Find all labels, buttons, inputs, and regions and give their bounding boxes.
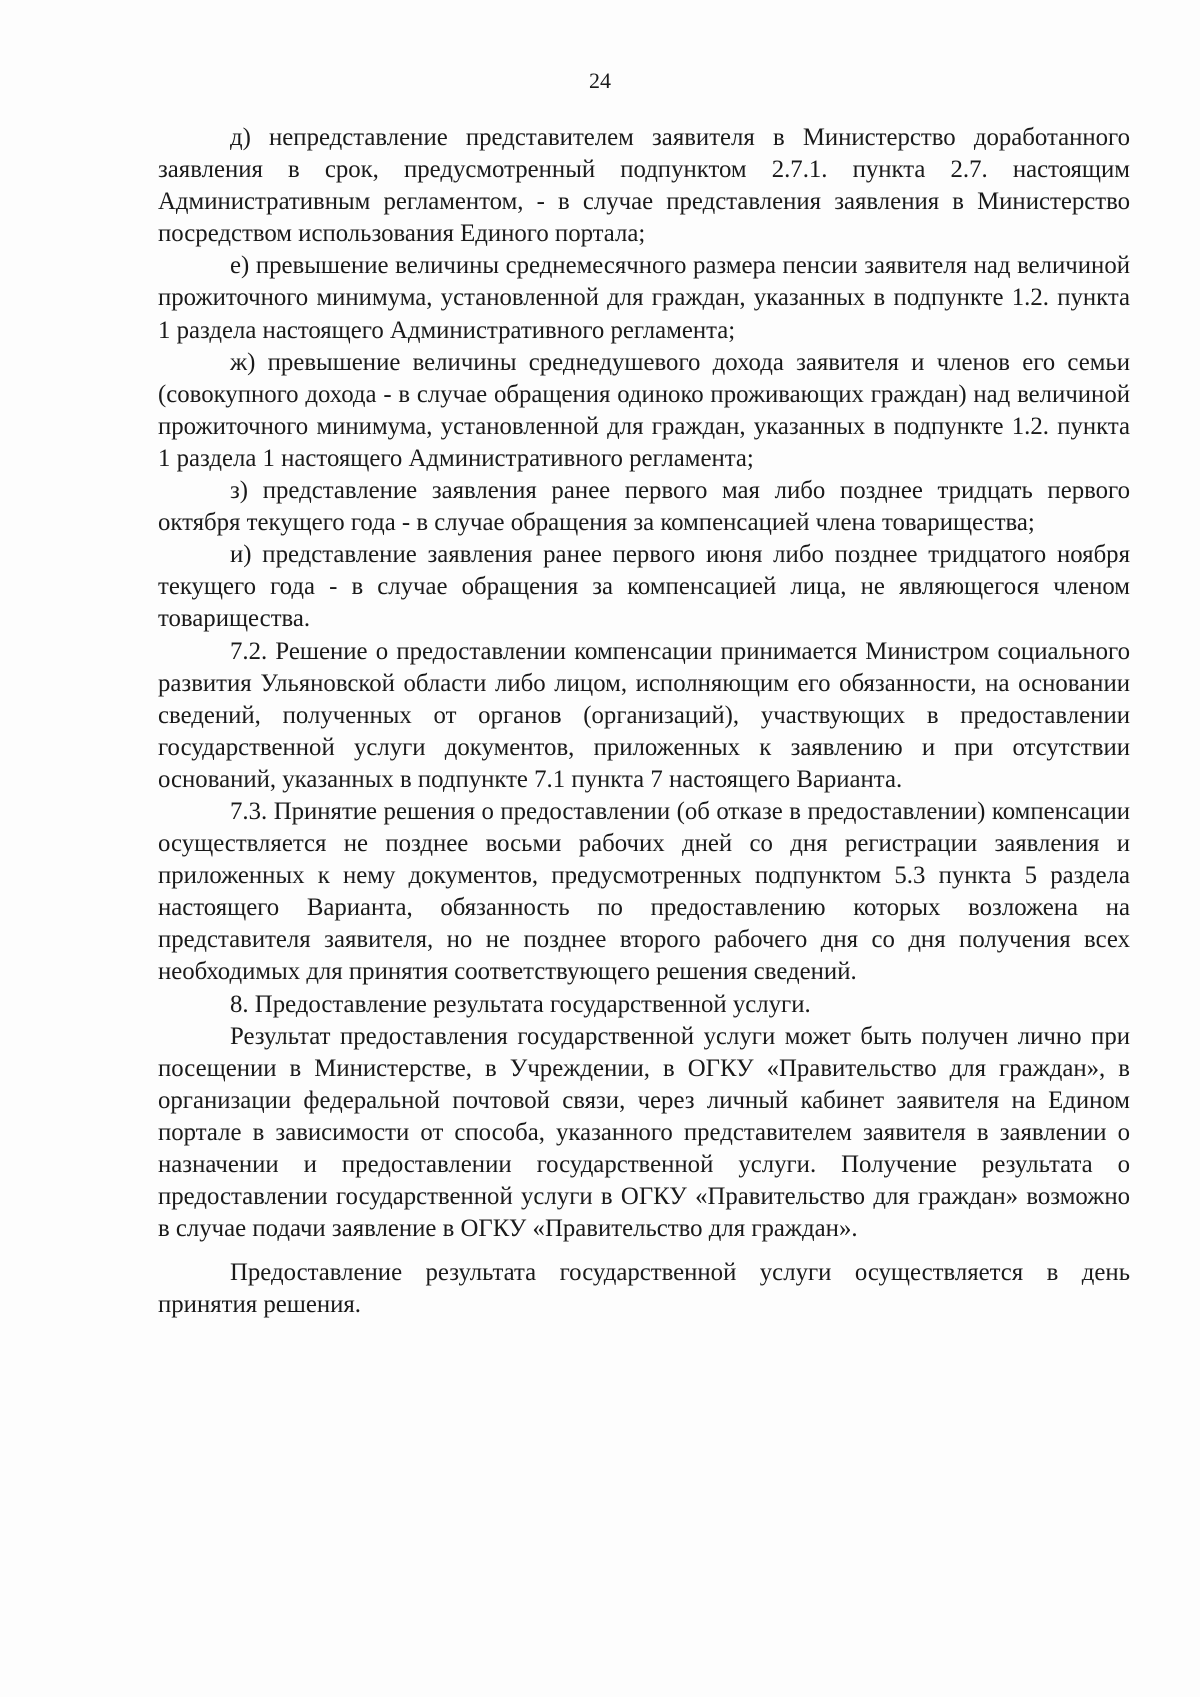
paragraph-result-delivery: Результат предоставления государственной услуги может быть получен лично при посещении в Министерстве, в Учреждении, в ОГКУ «Правительство для граждан», в организации федеральной почтовой связи, через личный кабинет заявителя на Едином портале в зависимости от способа, указанного представителем заявителя в заявлении о назначении и предоставлении государственной услуги. Получение результата о предоставлении государственной услуги в ОГКУ «Правительство для граждан» возможно в случае подачи заявление в ОГКУ «Правительство для граждан». [158,1022,1130,1243]
document-body [158,122,1130,1321]
paragraph-i: и) представление заявления ранее первого июня либо позднее тридцатого ноября текущего года - в случае обращения за компенсацией лица, не являющегося членом товарищества. [158,541,1130,633]
paragraph-e: е) превышение величины среднемесячного размера пенсии заявителя над величиной прожиточного минимума, установленной для граждан, указанных в подпункте 1.2. пункта 1 раздела настоящего Административного регламента; [158,252,1130,344]
paragraph-result-timing: Предоставление результата государственной услуги осуществляется в день принятия решения. [158,1259,1130,1319]
page-number: 24 [589,68,611,93]
section-heading-8: 8. Предоставление результата государственной услуги. [230,990,811,1018]
paragraph-z: з) представление заявления ранее первого мая либо позднее тридцать первого октября текущего года - в случае обращения за компенсацией члена товарищества; [158,477,1130,537]
paragraph-7-3: 7.3. Принятие решения о предоставлении (об отказе в предоставлении) компенсации осуществляется не позднее восьми рабочих дней со дня регистрации заявления и приложенных к нему документов, предусмотренных подпунктом 5.3 пункта 5 раздела настоящего Варианта, обязанность по предоставлению которых возложена на представителя заявителя, но не позднее второго рабочего дня со дня получения всех необходимых для принятия соответствующего решения сведений. [158,797,1130,986]
paragraph-7-2: 7.2. Решение о предоставлении компенсации принимается Министром социального развития Ульяновской области либо лицом, исполняющим его обязанности, на основании сведений, полученных от органов (организаций), участвующих в предоставлении государственной услуги документов, приложенных к заявлению и при отсутствии оснований, указанных в подпункте 7.1 пункта 7 настоящего Варианта. [158,637,1130,793]
paragraph-zh: ж) превышение величины среднедушевого дохода заявителя и членов его семьи (совокупного дохода - в случае обращения одиноко проживающих граждан) над величиной прожиточного минимума, установленной для граждан, указанных в подпункте 1.2. пункта 1 раздела 1 настоящего Административного регламента; [158,348,1130,472]
paragraph-d: д) непредставление представителем заявителя в Министерство доработанного заявления в срок, предусмотренный подпунктом 2.7.1. пункта 2.7. настоящим Административным регламентом, - в случае представления заявления в Министерство посредством использования Единого портала; [158,124,1130,248]
